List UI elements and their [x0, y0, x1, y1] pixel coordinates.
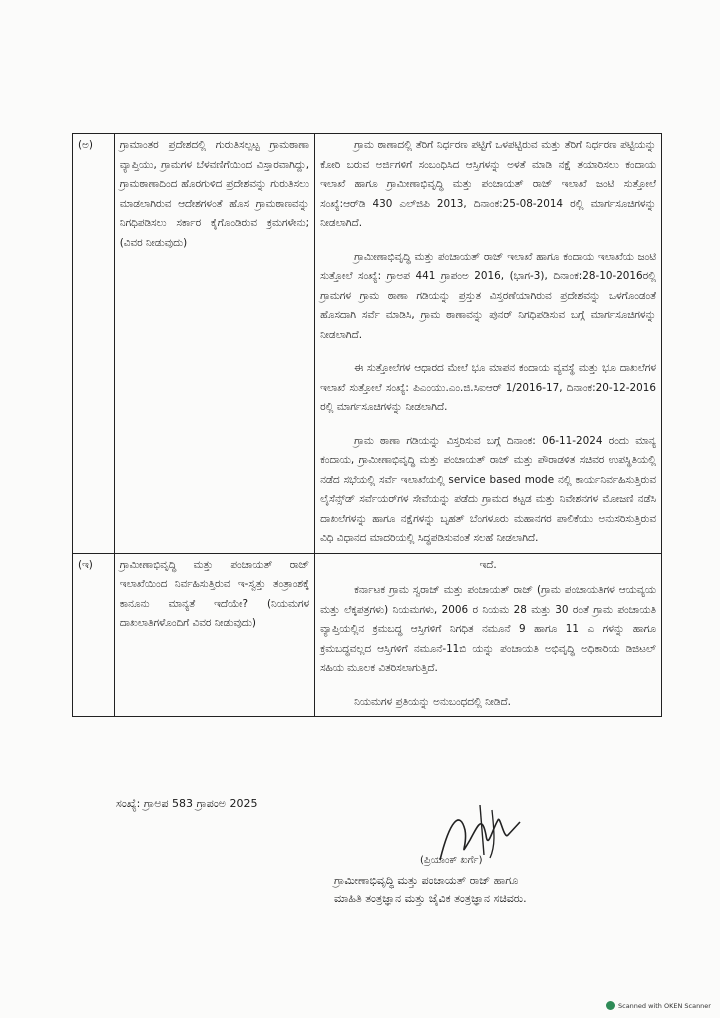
- answer-paragraph: ಗ್ರಾಮ ಠಾಣಾದಲ್ಲಿ ತೆರಿಗೆ ನಿರ್ಧರಣ ಪಟ್ಟಿಗೆ ಒಳಪಟ್ಟಿರುವ ಮತ್ತು ತೆರಿಗೆ ನಿರ್ಧರಣ ಪಟ್ಟಿಯನ್ನು ಕೋರಿ ಬರುವ ಅರ್ಜಿಗಳಿಗೆ ಸಂಬಂಧಿಸಿದ ಆಸ್ತಿಗಳನ್ನು ಅಳತೆ ಮಾಡಿ ನಕ್ಷೆ ತಯಾರಿಸಲು ಕಂದಾಯ ಇಲಾಖೆ ಹಾಗೂ ಗ್ರಾಮೀಣಾಭಿವೃದ್ಧಿ ಮತ್ತು ಪಂಚಾಯತ್ ರಾಜ್ ಇಲಾಖೆ ಜಂಟಿ ಸುತ್ತೋಲೆ ಸಂಖ್ಯೆ:ಆರ್‌ಡಿ 430 ಎಲ್‌ಜಿಪಿ 2013, ದಿನಾಂಕ:25-08-2014 ರಲ್ಲಿ ಮಾರ್ಗಸೂಚಿಗಳನ್ನು ನೀಡಲಾಗಿದೆ.: [320, 139, 656, 229]
- answer-paragraph: ಗ್ರಾಮ ಠಾಣಾ ಗಡಿಯನ್ನು ವಿಸ್ತರಿಸುವ ಬಗ್ಗೆ ದಿನಾಂಕ: 06-11-2024 ರಂದು ಮಾನ್ಯ ಕಂದಾಯ, ಗ್ರಾಮೀಣಾಭಿವೃದ್ಧಿ ಮತ್ತು ಪಂಚಾಯತ್ ರಾಜ್ ಮತ್ತು ಪೌರಾಡಳಿತ ಸಚಿವರ ಉಪಸ್ಥಿತಿಯಲ್ಲಿ ನಡೆದ ಸಭೆಯಲ್ಲಿ ಸರ್ವೆ ಇಲಾಖೆಯಲ್ಲಿ service based mode ನಲ್ಲಿ ಕಾರ್ಯನಿರ್ವಹಿಸುತ್ತಿರುವ ಲೈಸೆನ್ಸ್‌ಡ್ ಸರ್ವೆಯರ್‌ಗಳ ಸೇವೆಯನ್ನು ಪಡೆದು ಗ್ರಾಮದ ಕಟ್ಟಡ ಮತ್ತು ನಿವೇಶನಗಳ ಮೋಜಣಿ ನಡೆಸಿ ದಾಖಲೆಗಳನ್ನು ಹಾಗೂ ನಕ್ಷೆಗಳನ್ನು ಬೃಹತ್ ಬೆಂಗಳೂರು ಮಹಾನಗರ ಪಾಲಿಕೆಯು ಅನುಸರಿಸುತ್ತಿರುವ ವಿಧಿ ವಿಧಾನದ ಮಾದರಿಯಲ್ಲಿ ಸಿದ್ಧಪಡಿಸುವಂತೆ ಸಲಹೆ ನೀಡಲಾಗಿದೆ.: [320, 434, 656, 544]
- row-number: (ಇ): [73, 553, 115, 717]
- table-row: [73, 553, 662, 717]
- designation-line: ಮಾಹಿತಿ ತಂತ್ರಜ್ಞಾನ ಮತ್ತು ಜೈವಿಕ ತಂತ್ರಜ್ಞಾನ ಸಚಿವರು.: [334, 892, 527, 905]
- answer-paragraph: ಗ್ರಾಮೀಣಾಭಿವೃದ್ಧಿ ಮತ್ತು ಪಂಚಾಯತ್ ರಾಜ್ ಇಲಾಖೆ ಹಾಗೂ ಕಂದಾಯ ಇಲಾಖೆಯ ಜಂಟಿ ಸುತ್ತೋಲೆ ಸಂಖ್ಯೆ: ಗ್ರಾಅಪ 441 ಗ್ರಾಪಂಅ 2016, (ಭಾಗ-3), ದಿನಾಂಕ:28-10-2016ರಲ್ಲಿ ಗ್ರಾಮಗಳ ಗ್ರಾಮ ಠಾಣಾ ಗಡಿಯನ್ನು ಪ್ರಸ್ತುತ ವಿಸ್ತರಣೆಯಾಗಿರುವ ಪ್ರದೇಶವನ್ನು ಒಳಗೊಂಡಂತೆ ಹೊಸದಾಗಿ ಸರ್ವೆ ಮಾಡಿಸಿ, ಗ್ರಾಮ ಠಾಣಾವನ್ನು ಪುನರ್ ನಿಗಧಿಪಡಿಸುವ ಬಗ್ಗೆ ಮಾರ್ಗಸೂಚಿಗಳನ್ನು ನೀಡಲಾಗಿದೆ.: [320, 250, 656, 341]
- question-cell: ಗ್ರಾಮೀಣಾಭಿವೃದ್ಧಿ ಮತ್ತು ಪಂಚಾಯತ್ ರಾಜ್ ಇಲಾಖೆಯಿಂದ ನಿರ್ವಹಿಸುತ್ತಿರುವ ಇ-ಸ್ವತ್ತು ತಂತ್ರಾಂಶಕ್ಕೆ ಕಾನೂನು ಮಾನ್ಯತೆ ಇದೆಯೇ? (ನಿಯಮಗಳ ದಾಖಲಾತಿಗಳೊಂದಿಗೆ ವಿವರ ನೀಡುವುದು): [114, 553, 314, 717]
- question-cell: ಗ್ರಾಮಾಂತರ ಪ್ರದೇಶದಲ್ಲಿ ಗುರುತಿಸಲ್ಪಟ್ಟ ಗ್ರಾಮಠಾಣಾ ವ್ಯಾಪ್ತಿಯು, ಗ್ರಾಮಗಳ ಬೆಳವಣಿಗೆಯಿಂದ ವಿಸ್ತಾರವಾಗಿದ್ದು, ಗ್ರಾಮಠಾಣಾದಿಂದ ಹೊರಗುಳಿದ ಪ್ರದೇಶವನ್ನು ಗುರುತಿಸಲು ಮಾಡಲಾಗಿರುವ ಆದೇಶಗಳಂತೆ ಹೊಸ ಗ್ರಾಮಠಾಣವನ್ನು ನಿಗಧಿಪಡಿಸಲು ಸರ್ಕಾರ ಕೈಗೊಂಡಿರುವ ಕ್ರಮಗಳೇನು; (ವಿವರ ನೀಡುವುದು): [114, 134, 314, 554]
- row-number: (ಅ): [73, 134, 115, 554]
- question-answer-table: [72, 133, 662, 717]
- designation-line: ಗ್ರಾಮೀಣಾಭಿವೃದ್ಧಿ ಮತ್ತು ಪಂಚಾಯತ್ ರಾಜ್ ಹಾಗೂ: [334, 874, 519, 887]
- answer-heading: ಇದೆ.: [479, 558, 497, 571]
- table-row: [73, 134, 662, 554]
- minister-name: (ಪ್ರಿಯಾಂಕ್ ಖರ್ಗೆ): [420, 855, 483, 866]
- scanner-text: Scanned with OKEN Scanner: [618, 1001, 711, 1010]
- answer-paragraph: ಕರ್ನಾಟಕ ಗ್ರಾಮ ಸ್ವರಾಜ್ ಮತ್ತು ಪಂಚಾಯತ್ ರಾಜ್ (ಗ್ರಾಮ ಪಂಚಾಯತಿಗಳ ಆಯವ್ಯಯ ಮತ್ತು ಲೆಕ್ಕಪತ್ರಗಳು) ನಿಯಮಗಳು, 2006 ರ ನಿಯಮ 28 ಮತ್ತು 30 ರಂತೆ ಗ್ರಾಮ ಪಂಚಾಯತಿ ವ್ಯಾಪ್ತಿಯಲ್ಲಿನ ಕ್ರಮಬದ್ಧ ಆಸ್ತಿಗಳಿಗೆ ನಿಗಧಿತ ನಮೂನೆ 9 ಹಾಗೂ 11 ಎ ಗಳನ್ನು ಹಾಗೂ ಕ್ರಮಬದ್ಧವಲ್ಲದ ಆಸ್ತಿಗಳಿಗೆ ನಮೂನೆ-11ಬಿ ಯನ್ನು ಪಂಚಾಯತಿ ಅಭಿವೃದ್ಧಿ ಅಧಿಕಾರಿಯ ಡಿಜಿಟಲ್ ಸಹಿಯ ಮೂಲಕ ವಿತರಿಸಲಾಗುತ್ತಿದೆ.: [320, 584, 656, 674]
- answer-cell: [315, 553, 662, 717]
- scanner-watermark: [606, 1001, 711, 1010]
- answer-paragraph: ಈ ಸುತ್ತೋಲೆಗಳ ಆಧಾರದ ಮೇಲೆ ಭೂ ಮಾಪನ ಕಂದಾಯ ವ್ಯವಸ್ಥೆ ಮತ್ತು ಭೂ ದಾಖಲೆಗಳ ಇಲಾಖೆ ಸುತ್ತೋಲೆ ಸಂಖ್ಯೆ: ಪಿಎಂಯು.ಎಂ.ಜಿ.ಸಿಐಆರ್ 1/2016-17, ದಿನಾಂಕ:20-12-2016 ರಲ್ಲಿ ಮಾರ್ಗಸೂಚಿಗಳನ್ನು ನೀಡಲಾಗಿದೆ.: [320, 362, 656, 413]
- scanner-logo-icon: [606, 1001, 615, 1010]
- reference-number: ಸಂಖ್ಯೆ: ಗ್ರಾಅಪ 583 ಗ್ರಾಪಂಅ 2025: [116, 797, 258, 810]
- answer-paragraph: ನಿಯಮಗಳ ಪ್ರತಿಯನ್ನು ಅನುಬಂಧದಲ್ಲಿ ನೀಡಿದೆ.: [354, 695, 511, 708]
- answer-cell: [315, 134, 662, 554]
